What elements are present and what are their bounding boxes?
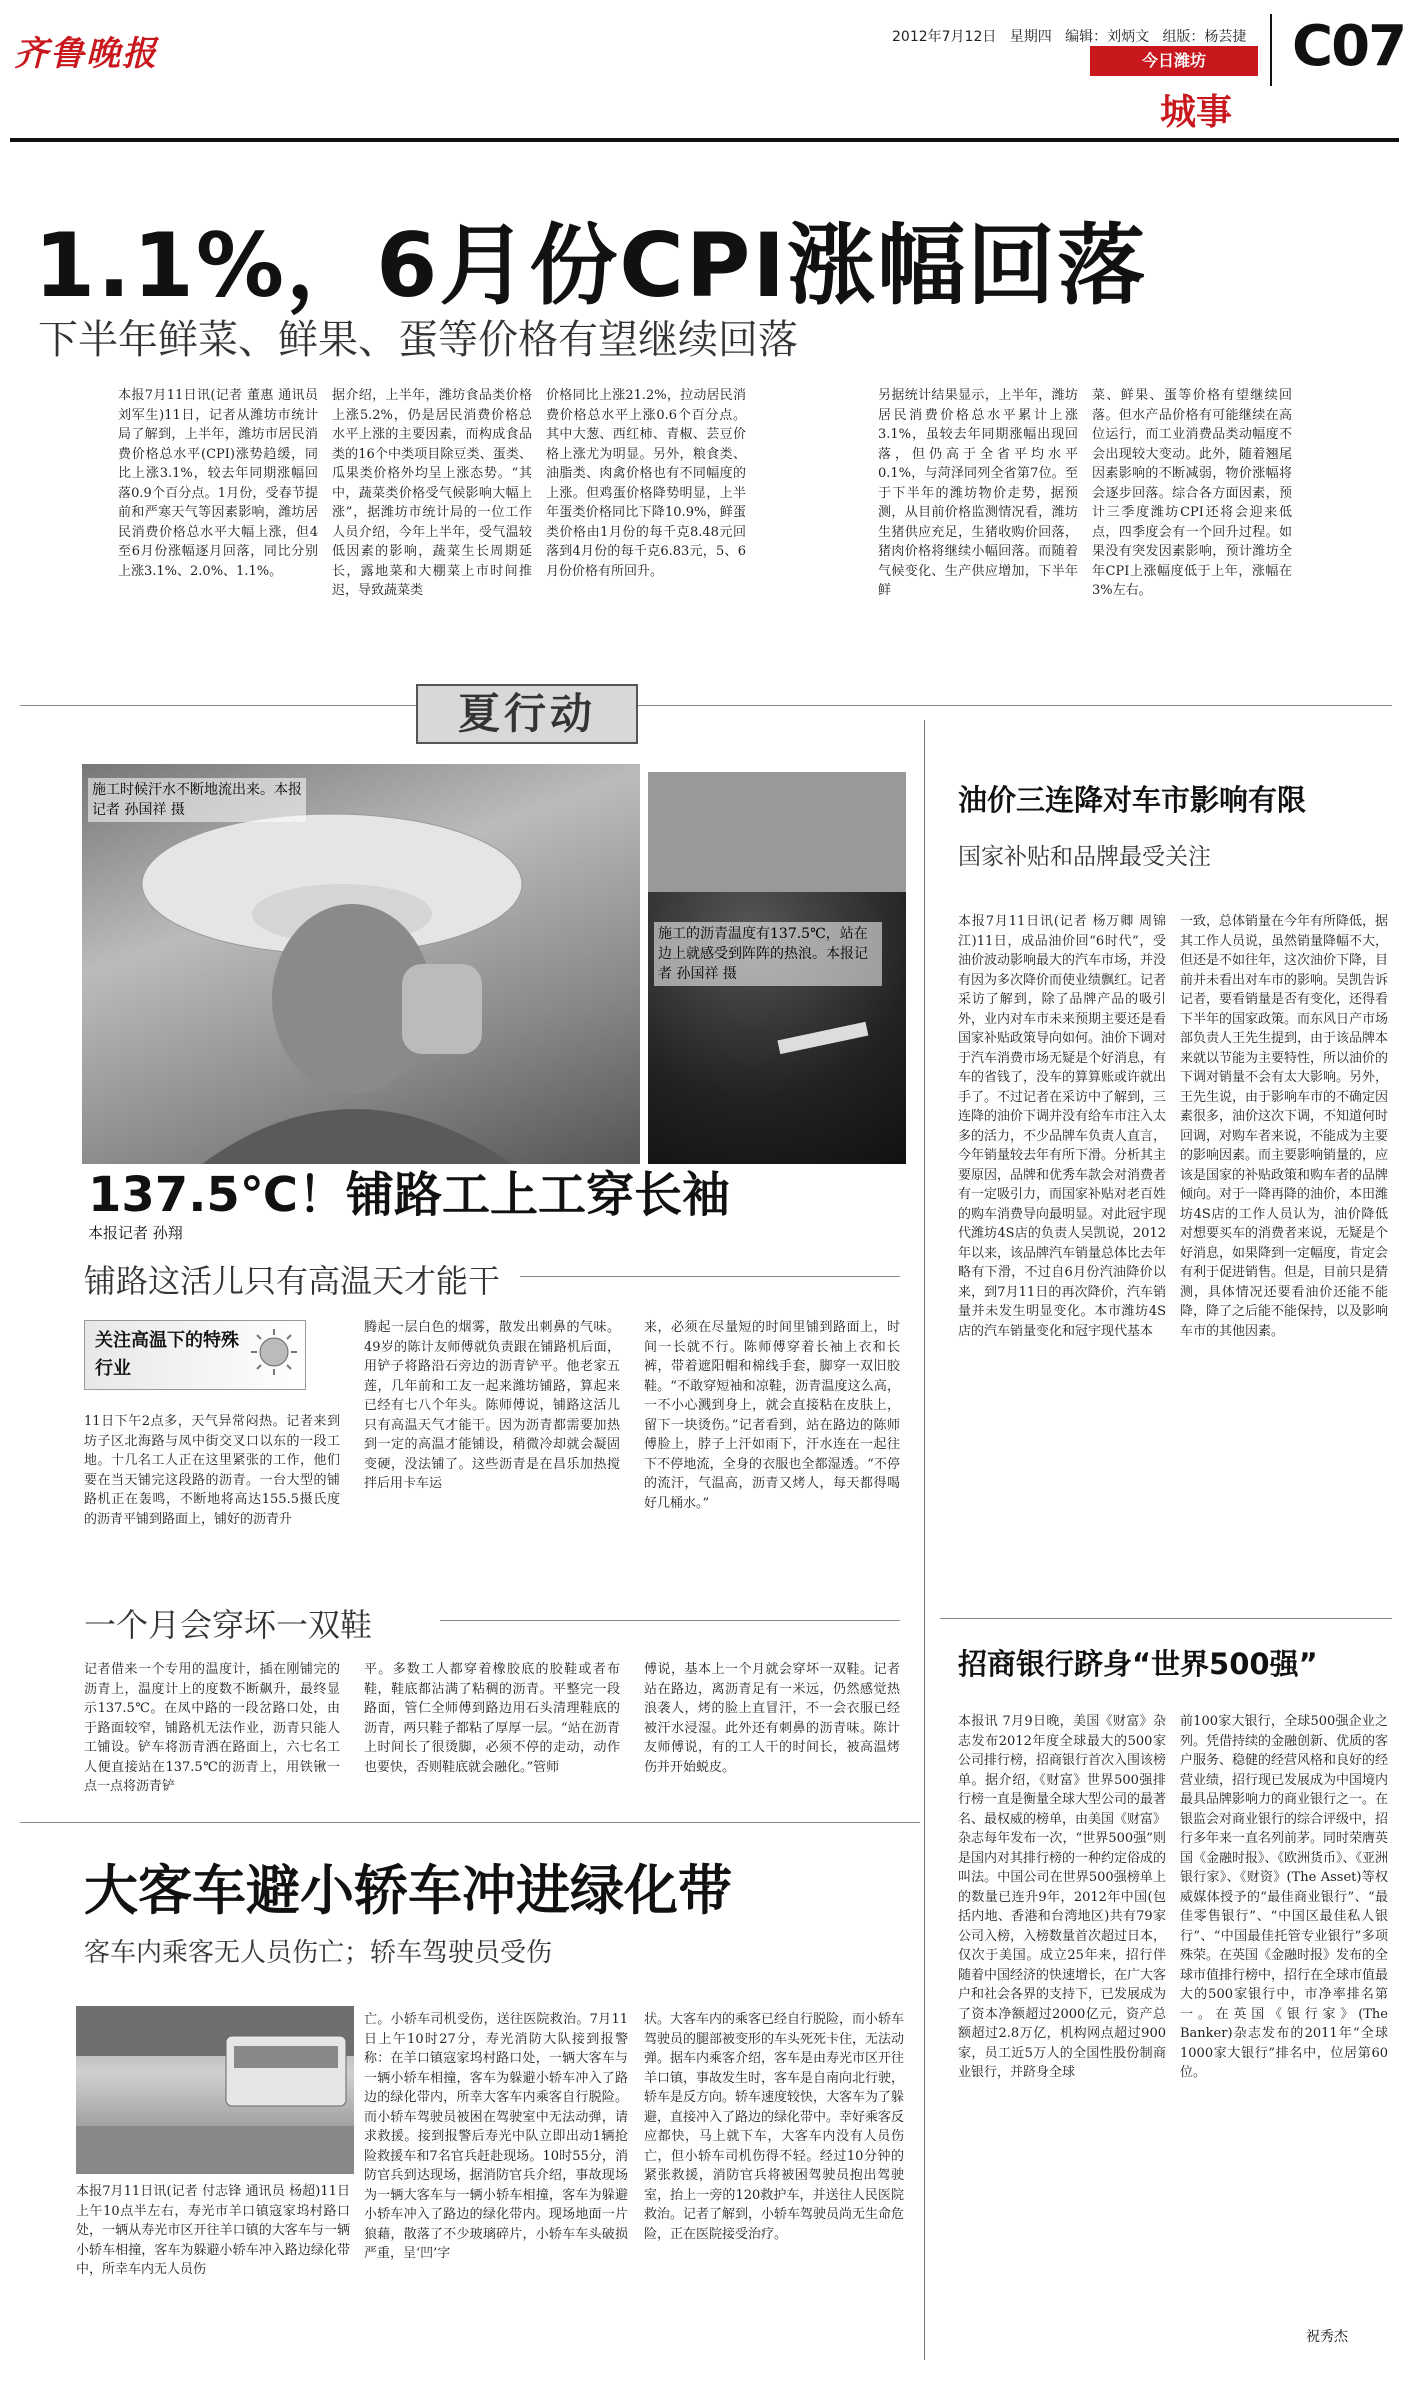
editor-credit: 编辑：刘炳文 (1065, 29, 1150, 45)
lead-subhead: 下半年鲜菜、鲜果、蛋等价格有望继续回落 (38, 317, 798, 363)
asphalt-photo (648, 772, 906, 1164)
header-rule (10, 138, 1399, 142)
subhead-rule-1 (520, 1276, 900, 1277)
oil-para-2: 一致，总体销量在今年有所降低，据其工作人员说，虽然销量降幅不大，但还是不如往年，这次油价下降，目前并未看出对车市的影响。吴凯告诉记者，要看销量是否有变化，还得看下半年的国家政策。而东风日产市场部负责人王先生提到，由于该品牌本来就以节能为主要特性，所以油价的下调对销量不会有太大影响。另外，王先生说，由于影响车市的不确定因素很多，油价这次下调，不知道何时回调，对购车者来说，不能成为主要的影响因素。而主要影响销量的，应该是国家的补贴政策和购车者的品牌倾向。对于一降再降的油价，本田潍坊4S店的工作人员认为，油价降低对想要买车的消费者来说，无疑是个好消息，如果降到一定幅度，肯定会有利于促进销售。但是，目前只是猜测，具体情况还要看油价还能不能降，降了之后能不能保持，以及影响车市的其他因素。 (1180, 914, 1389, 1339)
summer-para-2b: 平。多数工人都穿着橡胶底的胶鞋或者布鞋，鞋底都沾满了粘稠的沥青。平整完一段路面，管仁全师傅到路边用石头清理鞋底的沥青，两只鞋子都粘了厚厚一层。“站在沥青上时间长了很烫脚，必须不停的走动，动作也要快，否则鞋底就会融化。”管师 (364, 1662, 620, 1775)
oil-headline: 油价三连降对车市影响有限 (958, 783, 1307, 817)
lead-bottom-rule (20, 705, 1392, 706)
lead-col-3: 价格同比上涨21.2%，拉动居民消费价格总水平上涨0.6个百分点。其中大葱、西红柿、青椒、芸豆价格上涨尤为明显。另外，粮食类、油脂类、肉禽价格也有不同幅度的上涨。但鸡蛋价格降势明显，上半年蛋类价格同比下降10.9%，鲜蛋类价格由1月份的每千克8.48元回落到4月份的每千克6.83元，5、6月份价格有所回升。 (546, 388, 746, 579)
section-name: 城事 (1160, 92, 1233, 133)
crash-para-1: 本报7月11日讯(记者 付志锋 通讯员 杨超)11日上午10点半左右，寿光市羊口镇寇家坞村路口处，一辆从寿光市区开往羊口镇的大客车与一辆小轿车相撞，客车为躲避小轿车冲入路边绿化带中，所幸车内无人员伤 (76, 2184, 350, 2277)
crash-headline: 大客车避小轿车冲进绿化带 (84, 1859, 732, 1922)
crash-para-2: 亡。小轿车司机受伤，送往医院救治。7月11日上午10时27分，寿光消防大队接到报警称：在羊口镇寇家坞村路口处，一辆大客车与一辆小轿车相撞，客车为躲避小轿车冲入了路边的绿化带内，所幸大客车内乘客自行脱险。而小轿车驾驶员被困在驾驶室中无法动弹，请求救援。接到报警后寿光中队立即出动1辆抢险救援车和7名官兵赶赴现场。10时55分，消防官兵到达现场，据消防官兵介绍，事故现场为一辆大客车与一辆小轿车相撞，客车为躲避小轿车冲入了路边的绿化带内。现场地面一片狼藉，散落了不少玻璃碎片，小轿车车头破损严重，呈‘凹’字 (364, 2012, 628, 2261)
issue-date: 2012年7月12日 (892, 29, 997, 45)
special-topic-label: 关注高温下的特殊行业 (95, 1330, 239, 1379)
issue-weekday: 星期四 (1009, 29, 1052, 45)
summer-byline: 本报记者 孙翔 (88, 1224, 183, 1242)
summer-subhead-1: 铺路这活儿只有高温天才能干 (84, 1262, 501, 1300)
summer-headline: 137.5℃！铺路工上工穿长袖 (88, 1167, 730, 1223)
lead-col-1: 本报7月11日讯(记者 董惠 通讯员 刘军生)11日，记者从潍坊市统计局了解到，上半年，潍坊市居民消费价格总水平(CPI)涨势趋缓，同比上涨3.1%，较去年同期涨幅回落0.9个百分点。1月份，受春节提前和严寒天气等因素影响，潍坊居民消费价格总水平大幅上涨，但4至6月份涨幅逐月回落，同比分别上涨3.1%、2.0%、1.1%。 (118, 388, 318, 579)
crash-subhead: 客车内乘客无人员伤亡；轿车驾驶员受伤 (84, 1938, 553, 1968)
lead-col-2: 据介绍，上半年，潍坊食品类价格上涨5.2%，仍是居民消费价格总水平上涨的主要因素，而构成食品类的16个中类项目除豆类、蛋类、瓜果类价格外均呈上涨态势。“其中，蔬菜类价格受气候影响大幅上涨”，据潍坊市统计局的一位工作人员介绍，今年上半年，受气温较低因素的影响，蔬菜生长周期延长，露地菜和大棚菜上市时间推迟，导致蔬菜类 (332, 388, 532, 598)
layout-credit: 组版：杨芸捷 (1162, 29, 1247, 45)
summer-para-1b: 腾起一层白色的烟雾，散发出刺鼻的气味。49岁的陈计友师傅就负责跟在铺路机后面，用铲子将路沿石旁边的沥青铲平。他老家五莲，几年前和工友一起来潍坊铺路，算起来已经有七八个年头。陈师傅说，铺路这活儿只有高温天气才能干。因为沥青都需要加热到一定的高温才能铺设，稍微冷却就会凝固变硬，没法铺了。这些沥青是在昌乐加热搅拌后用卡车运 (364, 1320, 620, 1491)
header-meta (892, 26, 1246, 46)
subhead-rule-2 (440, 1620, 900, 1621)
worker-photo-caption: 施工时候汗水不断地流出来。本报记者 孙国祥 摄 (88, 778, 306, 822)
section-tag: 今日潍坊 (1090, 46, 1258, 76)
bank-para-2: 前100家大银行，全球500强企业之列。凭借持续的金融创新、优质的客户服务、稳健的经营风格和良好的经营业绩，招行现已发展成为中国境内最具品牌影响力的商业银行之一。在银监会对商业银行的综合评级中，招行多年来一直名列前茅。同时荣膺英国《金融时报》、《欧洲货币》、《亚洲银行家》、《财资》(The Asset)等权威媒体授予的“最佳商业银行”、“最佳零售银行”、“中国区最佳私人银行”、“中国最佳托管专业银行”多项殊荣。在英国《金融时报》发布的全球市值排行榜中，招行在全球市值最大的500家银行中，市净率排名第一。在英国《银行家》(The Banker)杂志发布的2011年“全球1000家大银行”排名中，位居第60位。 (1180, 1714, 1389, 2080)
worker-photo (82, 764, 640, 1164)
lead-col-5: 菜、鲜果、蛋等价格有望继续回落。但水产品价格有可能继续在高位运行，而工业消费品类动幅度不会出现较大变动。此外，随着翘尾因素影响的不断减弱，物价涨幅将会逐步回落。综合各方面因素，预计三季度潍坊CPI还将会迎来低点，四季度会有一个回升过程。如果没有突发因素影响，预计潍坊全年CPI上涨幅度低于上年，涨幅在3%左右。 (1092, 388, 1292, 598)
header-divider (1270, 14, 1272, 86)
bus-illustration (76, 2006, 354, 2174)
bank-signature: 祝秀杰 (1306, 2329, 1348, 2345)
bank-para-1: 本报讯 7月9日晚，美国《财富》杂志发布2012年度全球最大的500家公司排行榜，招商银行首次入围该榜单。据介绍，《财富》世界500强排行榜一直是衡量全球大型公司的最著名、最权威的榜单，由美国《财富》杂志每年发布一次，“世界500强”则是国内对其排行榜的一种约定俗成的叫法。中国公司在世界500强榜单上的数量已连升9年，2012年中国(包括内地、香港和台湾地区)共有79家公司入榜，入榜数量首次超过日本，仅次于美国。成立25年来，招行伴随着中国经济的快速增长，在广大客户和社会各界的支持下，已发展成为了资本净额超过2000亿元，资产总额超过2.8万亿，机构网点超过900家，员工近5万人的全国性股份制商业银行，并跻身全球 (958, 1714, 1167, 2080)
oil-bottom-rule (940, 1618, 1392, 1619)
summer-banner: 夏行动 (416, 684, 638, 744)
summer-para-2c: 傅说，基本上一个月就会穿坏一双鞋。记者站在路边，离沥青足有一米远，仍然感觉热浪袭人，烤的脸上直冒汗，不一会衣服已经被汗水浸湿。此外还有刺鼻的沥青味。陈计友师傅说，有的工人干的时间长，被高温烤伤并开始蜕皮。 (644, 1662, 900, 1775)
lead-col-4: 另据统计结果显示，上半年，潍坊居民消费价格总水平累计上涨3.1%，虽较去年同期涨幅出现回落，但仍高于全省平均水平0.1%，与菏泽同列全省第7位。至于下半年的潍坊物价走势，据预测，从目前价格监测情况看，潍坊生猪供应充足，生猪收购价回落，猪肉价格将继续小幅回落。而随着气候变化、生产供应增加，下半年鲜 (878, 388, 1078, 598)
oil-para-1: 本报7月11日讯(记者 杨万卿 周锦江)11日，成品油价回“6时代”，受油价波动影响最大的汽车市场，并没有因为多次降价而使业绩飘红。记者采访了解到，除了品牌产品的吸引外，业内对车市未来预期主要还是看国家补贴政策导向如何。油价下调对于汽车消费市场无疑是个好消息，有车的省钱了，没车的算算账或许就出手了。不过记者在采访中了解到，三连降的油价下调并没有给车市注入太多的活力，不少品牌车负责人直言，今年销量较去年有所下滑。分析其主要原因，品牌和优秀车款会对消费者有一定吸引力，而国家补贴对老百姓的购车消费导向最明显。对此冠宇现代潍坊4S店的负责人吴凯说，2012年以来，该品牌汽车销量总体比去年略有下滑，不过自6月份汽油降价以来，到7月11日的再次降价，汽车销量并未发生明显变化。本市潍坊4S店的汽车销量变化和冠宇现代基本 (958, 914, 1167, 1339)
oil-subhead: 国家补贴和品牌最受关注 (958, 844, 1211, 870)
summer-para-1c: 来，必须在尽量短的时间里铺到路面上，时间一长就不行。陈师傅穿着长袖上衣和长裤，带着遮阳帽和棉线手套，脚穿一双旧胶鞋。“不敢穿短袖和凉鞋，沥青温度这么高，一不小心溅到身上，就会直接粘在皮肤上，留下一块烫伤。”记者看到，站在路边的陈师傅脸上，脖子上汗如雨下，汗水连在一起往下不停地流，全身的衣服也全都湿透。“不停的流汗，气温高，沥青又烤人，每天都得喝好几桶水。” (644, 1320, 900, 1511)
sun-icon (249, 1327, 299, 1377)
summer-subhead-2: 一个月会穿坏一双鞋 (84, 1606, 373, 1644)
crash-para-3: 状。大客车内的乘客已经自行脱险，而小轿车驾驶员的腿部被变形的车头死死卡住，无法动弹。据车内乘客介绍，客车是由寿光市区开往羊口镇，事故发生时，客车是自南向北行驶，轿车是反方向。轿车速度较快，大客车为了躲避，直接冲入了路边的绿化带中。幸好乘客反应都快，马上就下车，大客车内没有人员伤亡，但小轿车司机伤得不轻。经过10分钟的紧张救援，消防官兵将被困驾驶员抱出驾驶室，抬上一旁的120救护车，并送往人民医院救治。记者了解到，小轿车驾驶员尚无生命危险，正在医院接受治疗。 (644, 2012, 905, 2242)
bank-headline: 招商银行跻身“世界500强” (958, 1647, 1318, 1681)
summer-para-2a: 记者借来一个专用的温度计，插在刚铺完的沥青上，温度计上的度数不断飙升，最终显示137.5℃。在凤中路的一段岔路口处，由于路面较窄，铺路机无法作业，沥青只能人工铺设。铲车将沥青洒在路面上，六七名工人便直接站在137.5℃的沥青上，用铁锹一点一点将沥青铲 (84, 1662, 340, 1794)
lead-headline: 1.1%，6月份CPI涨幅回落 (34, 214, 1148, 317)
column-divider (924, 720, 925, 2360)
worker-illustration (82, 764, 640, 1164)
special-topic-box (84, 1320, 306, 1390)
summer-bottom-rule (20, 1822, 920, 1823)
page-number: C07 (1292, 14, 1406, 79)
asphalt-photo-caption: 施工的沥青温度有137.5℃，站在边上就感受到阵阵的热浪。本报记者 孙国祥 摄 (654, 922, 882, 986)
crash-photo (76, 2006, 354, 2174)
summer-para-1a: 11日下午2点多，天气异常闷热。记者来到坊子区北海路与凤中街交叉口以东的一段工地。十几名工人正在这里紧张的工作，他们要在当天铺完这段路的沥青。一台大型的铺路机正在轰鸣，不断地将高达155.5摄氏度的沥青平铺到路面上，铺好的沥青升 (84, 1414, 340, 1527)
masthead-logo: 齐鲁晚报 (14, 34, 158, 74)
